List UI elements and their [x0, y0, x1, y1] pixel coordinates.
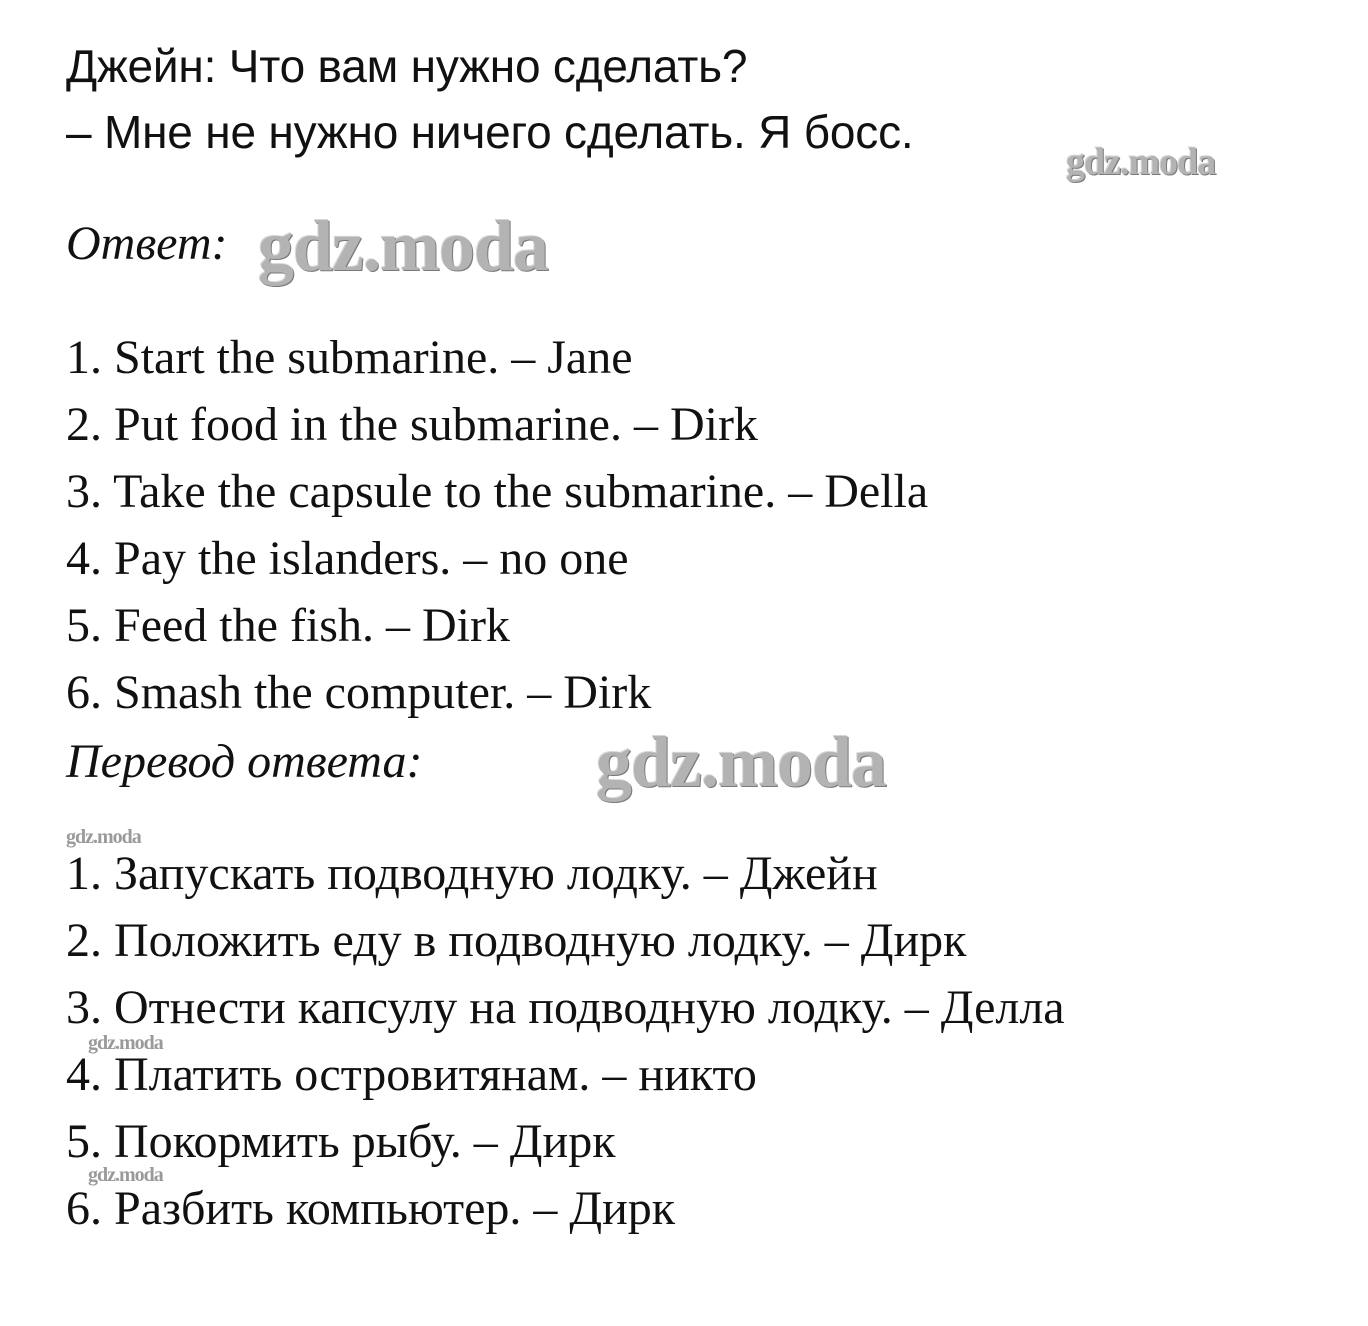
translation-item: 3. Отнести капсулу на подводную лодку. – Делла	[66, 981, 1065, 1034]
answer-item: 5. Feed the fish. – Dirk	[66, 599, 510, 652]
dialog-line-2: – Мне не нужно ничего сделать. Я босс.	[66, 106, 914, 158]
answer-heading: Ответ:	[66, 217, 228, 270]
watermark-logo: gdz.moda	[66, 826, 141, 848]
answer-item: 3. Take the capsule to the submarine. – Della	[66, 465, 929, 518]
watermark-logo: gdz.moda	[596, 722, 887, 802]
translation-item: 4. Платить островитянам. – никто	[66, 1048, 757, 1101]
answer-item: 6. Smash the computer. – Dirk	[66, 666, 652, 719]
translation-item: 1. Запускать подводную лодку. – Джейн	[66, 847, 878, 900]
answer-item: 2. Put food in the submarine. – Dirk	[66, 398, 758, 451]
watermark-logo: gdz.moda	[88, 1032, 163, 1054]
translation-item: 5. Покормить рыбу. – Дирк	[66, 1115, 616, 1168]
answer-item: 4. Pay the islanders. – no one	[66, 532, 629, 585]
translation-item: 2. Положить еду в подводную лодку. – Дирк	[66, 914, 967, 967]
dialog-line-1: Джейн: Что вам нужно сделать?	[66, 40, 748, 92]
translation-item: 6. Разбить компьютер. – Дирк	[66, 1182, 676, 1235]
watermark-logo: gdz.moda	[88, 1164, 163, 1186]
watermark-logo: gdz.moda	[1066, 141, 1216, 183]
watermark-logo: gdz.moda	[258, 206, 549, 286]
translation-heading: Перевод ответа:	[66, 735, 423, 788]
answer-item: 1. Start the submarine. – Jane	[66, 331, 633, 384]
